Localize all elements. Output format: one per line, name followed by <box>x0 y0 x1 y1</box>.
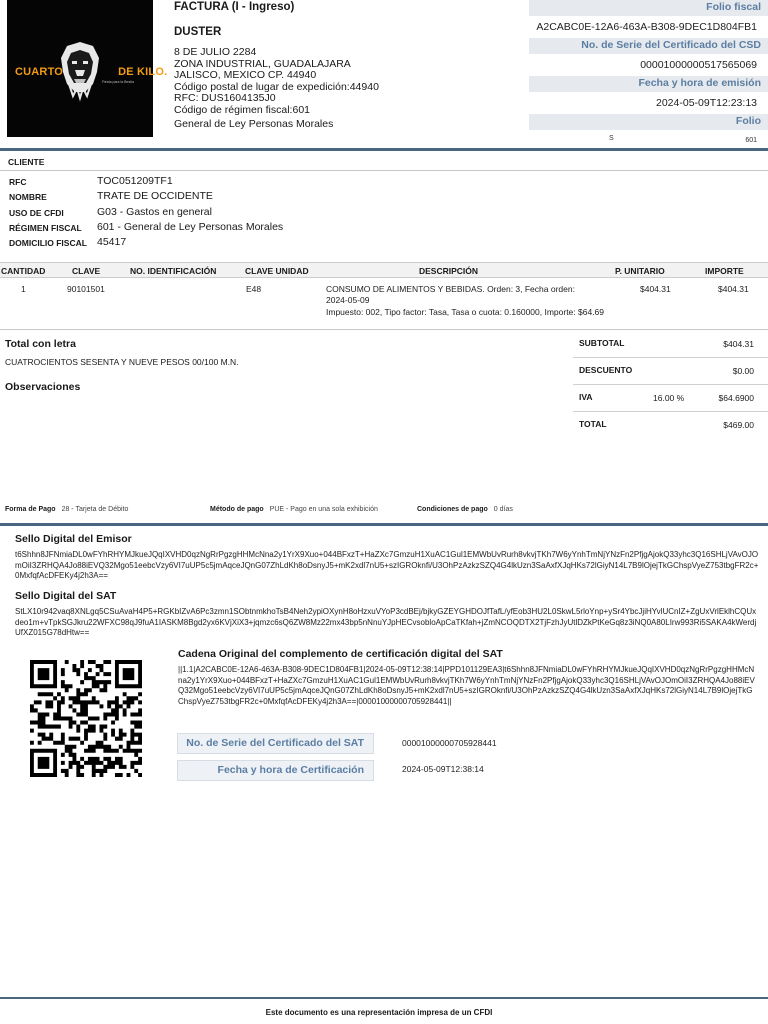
cert-sat-label: No. de Serie del Certificado del SAT <box>177 733 374 754</box>
csd-value: 00001000000517565069 <box>640 59 757 71</box>
emisor-block <box>174 0 524 131</box>
cliente-row-rfc <box>9 175 509 190</box>
logo-text-white: DE KILO. <box>118 66 168 78</box>
logo-tagline: Fiesta para la Bestia <box>102 80 134 84</box>
qr-code-icon <box>30 660 142 777</box>
address-line: ZONA INDUSTRIAL, GUADALAJARA <box>174 57 351 70</box>
cliente-label: DOMICILIO FISCAL <box>9 238 87 248</box>
subtotal-label: SUBTOTAL <box>579 338 625 348</box>
folio-label: Folio <box>529 114 768 130</box>
sello-emisor-value: t6Shhn8JFNmiaDL0wFYhRHYMJkueJQqIXVHD0qzNgRrPgzgHHMcNna2y1YrX9Xuo+044BFxzT+HaZXc7GmzuH1XuAC1Gul1EMWbUvRurh8vkvjTKh7W6yYnhTmNjYNzFn2PfjgAjokQ33yhc3Q16SHLjVAvOJOmOiI3ZRHQA4Jo88iEVQ32Mgo51eebcVzy6VI7uUP5c5jmAqceJQnG07ZhLdKh8oDsnyJ5+mK2xdl7nU5+szIGROknfi/U3OhPzAzkzSZQ4G4lkUzn3SaAxfXJqHKs72lGiyN14L7B9lOjejTkGChspVyeZ753tbgFR2c+0MxfqfAcDFEKy4j2h3A== <box>15 550 759 580</box>
forma-pago <box>5 506 128 513</box>
col-header-identificacion: NO. IDENTIFICACIÓN <box>130 266 217 276</box>
iva-row <box>573 385 768 412</box>
cell-unidad: E48 <box>246 284 262 294</box>
cliente-label: RÉGIMEN FISCAL <box>9 223 82 233</box>
cliente-row-regimen <box>9 221 509 236</box>
total-label: TOTAL <box>579 419 607 429</box>
total-letra-label: Total con letra <box>5 338 76 350</box>
cliente-row-uso-cfdi <box>9 206 509 221</box>
fiscal-info-block <box>529 0 768 150</box>
sellos-divider <box>0 523 768 526</box>
folio-value: 601 <box>745 137 757 144</box>
cliente-value: TOC051209TF1 <box>97 175 173 187</box>
cell-impuesto: Impuesto: 002, Tipo factor: Tasa, Tasa o cuota: 0.160000, Importe: $64.69 <box>326 307 605 317</box>
cadena-original-value: ||1.1|A2CABC0E-12A6-463A-B308-9DEC1D804FB1|2024-05-09T12:38:14|PPD101129EA3|t6Shhn8JFNmiaDL0wFYhRHYMJkueJQqIXVHD0qzNgRrPgzgHHMcNna2y1YrX9Xuo+044BFxzT+HaZXc7GmzuH1XuAC1Gul1EMWbUvRurh8vkvjTKh7W6yYnhTmNjYNzFn2PfjgAjokQ33yhc3Q16SHLjVAvOJOmOiI3ZRHQA4Jo88iEVQ32Mgo51eebcVzy6VI7uUP5c5jmAqceJQnG07ZhLdKh8oDsnyJ5+mK2xdl7nU5+szIGROknfi/U3OhPzAzkzSZQ4G4lkUzn3SaAxfXJqHKs72lGiyN14L7B9lOjejTkGChspVyeZ753tbgFR2c+0MxfqfAcDFEKy4j2h3A==|00001000000705928441|| <box>178 665 755 706</box>
cell-descripcion: CONSUMO DE ALIMENTOS Y BEBIDAS. Orden: 3, Fecha orden: 2024-05-09 <box>326 284 575 305</box>
cell-clave: 90101501 <box>67 284 105 294</box>
subtotal-row <box>573 331 768 358</box>
serie-value: S <box>609 135 614 142</box>
company-logo <box>7 0 168 137</box>
fecha-cert-label: Fecha y hora de Certificación <box>177 760 374 781</box>
total-row <box>573 412 768 439</box>
condiciones-pago-label: Condiciones de pago <box>417 506 488 513</box>
folio-row <box>529 130 768 150</box>
fecha-cert-value: 2024-05-09T12:38:14 <box>402 764 484 774</box>
address-line: Código de régimen fiscal:601 <box>174 103 310 116</box>
items-table-header <box>0 262 768 278</box>
emisor-name: DUSTER <box>174 26 222 38</box>
cliente-label: RFC <box>9 177 27 187</box>
cliente-value: TRATE DE OCCIDENTE <box>97 190 213 202</box>
header-divider <box>0 148 768 151</box>
cert-sat-value: 00001000000705928441 <box>402 738 497 748</box>
iva-rate: 16.00 % <box>653 393 685 403</box>
forma-pago-label: Forma de Pago <box>5 506 56 513</box>
cliente-label: NOMBRE <box>9 192 47 202</box>
metodo-pago-value: PUE - Pago en una sola exhibición <box>269 506 378 513</box>
cadena-original-label: Cadena Original del complemento de certificación digital del SAT <box>178 648 503 660</box>
col-header-unitario: P. UNITARIO <box>615 266 665 276</box>
col-header-clave-unidad: CLAVE UNIDAD <box>245 266 309 276</box>
cliente-value: G03 - Gastos en general <box>97 206 212 218</box>
folio-fiscal-value: A2CABC0E-12A6-463A-B308-9DEC1D804FB1 <box>536 21 757 33</box>
regimen-text: General de Ley Personas Morales <box>174 118 334 130</box>
cliente-label: USO DE CFDI <box>9 208 64 218</box>
descuento-label: DESCUENTO <box>579 365 633 375</box>
address-line: RFC: DUS1604135J0 <box>174 92 276 104</box>
total-value: $469.00 <box>723 420 754 430</box>
csd-label: No. de Serie del Certificado del CSD <box>529 38 768 54</box>
footer-divider <box>0 997 768 999</box>
subtotal-value: $404.31 <box>723 339 754 349</box>
logo-text-orange: CUARTO <box>15 66 64 78</box>
total-letra-value: CUATROCIENTOS SESENTA Y NUEVE PESOS 00/100 M.N. <box>5 357 239 367</box>
cliente-value: 45417 <box>97 236 127 248</box>
footer-note: Este documento es una representación impresa de un CFDI <box>265 1008 493 1017</box>
cliente-row-nombre <box>9 190 509 205</box>
col-header-clave: CLAVE <box>72 266 101 276</box>
emision-label: Fecha y hora de emisión <box>529 76 768 92</box>
cliente-divider <box>0 170 768 171</box>
sello-emisor-label: Sello Digital del Emisor <box>15 533 132 545</box>
cell-unitario: $404.31 <box>640 284 671 294</box>
sello-sat-label: Sello Digital del SAT <box>15 590 117 602</box>
iva-label: IVA <box>579 392 593 402</box>
table-bottom-border <box>0 329 768 330</box>
sello-sat-value: StLX10r942vaq8XNLgq5CSuAvaH4P5+RGKbIZvA6Pc3zmn1SObtnmkhoTsB4Neh2ypiOXynH8oHzxuVYoP3cdBEj/bjkyGZEYGHDOJfTafL/yfEob3HU2L0SkwL5rloYnp+ySr4YbcJjiHYvlUCnIZ+ZgUxVrlEklhCQUxdeo1m+vTpkSGJkru22WFXC98qJ9fuA1IASKM8Bgd2yx6KVjXiX3+jqmzc6sQ6ZW8Mz22mx43bp5nNnuYJpHECvsobloApCaTKfah+jZmNCOQDTX2TjFzhJyUtlDZkPtKeGq8z3iNQ0A80LIrw993Ri5SAKA4kWerdjUfXZ015G78dHtw== <box>15 607 757 637</box>
condiciones-pago-value: 0 días <box>493 506 513 513</box>
cliente-value: 601 - General de Ley Personas Morales <box>97 221 284 233</box>
col-header-importe: IMPORTE <box>705 266 744 276</box>
col-header-descripcion: DESCRIPCIÓN <box>419 266 479 276</box>
cell-cantidad: 1 <box>21 284 26 294</box>
metodo-pago <box>210 506 378 513</box>
forma-pago-value: 28 - Tarjeta de Débito <box>61 506 129 513</box>
metodo-pago-label: Método de pago <box>210 506 264 513</box>
observaciones-label: Observaciones <box>5 381 81 393</box>
descuento-value: $0.00 <box>732 366 754 376</box>
condiciones-pago <box>417 506 513 513</box>
cliente-row-domicilio <box>9 236 509 251</box>
descuento-row <box>573 358 768 385</box>
emision-value: 2024-05-09T12:23:13 <box>656 97 757 109</box>
address-line: 8 DE JULIO 2284 <box>174 46 257 58</box>
iva-value: $64.6900 <box>718 393 754 403</box>
col-header-cantidad: CANTIDAD <box>1 266 46 276</box>
cell-importe: $404.31 <box>718 284 749 294</box>
address-line: JALISCO, MEXICO CP. 44940 <box>174 69 317 81</box>
cliente-title: CLIENTE <box>8 157 45 167</box>
folio-fiscal-label: Folio fiscal <box>529 0 768 16</box>
document-title: FACTURA (I - Ingreso) <box>174 1 295 13</box>
address-line: Código postal de lugar de expedición:44940 <box>174 80 379 93</box>
